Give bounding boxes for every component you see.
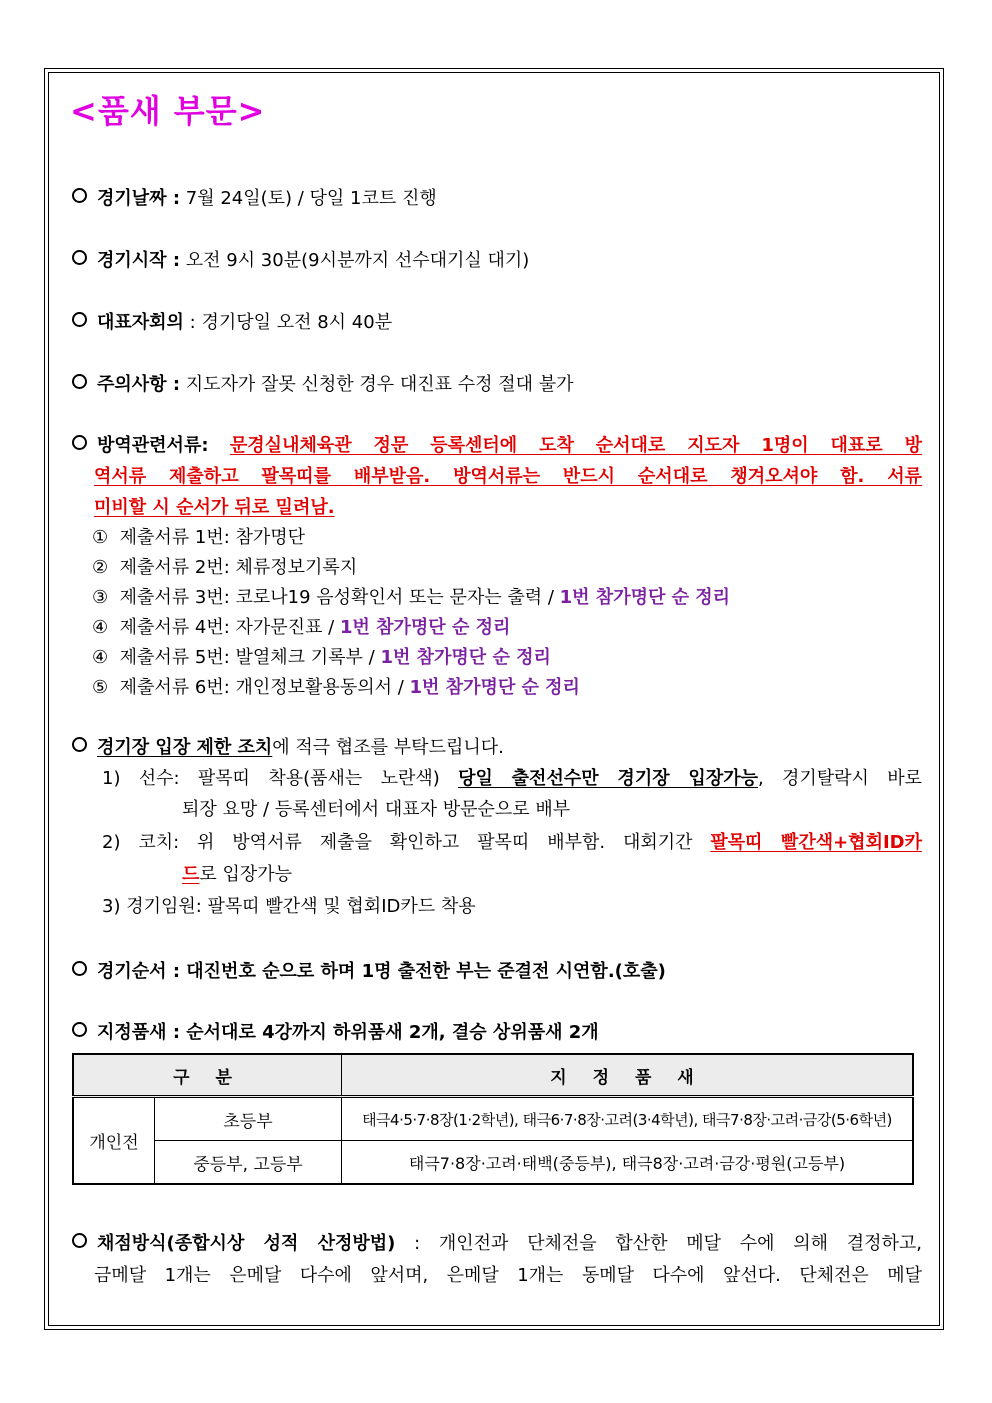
table-row [73, 1141, 913, 1185]
doc-text: 제출서류 4번: 자가문진표 / [119, 617, 340, 638]
item-date-label: 경기날짜 : [97, 188, 181, 209]
division-cell: 중등부, 고등부 [155, 1141, 342, 1185]
entry-coach-text: 2) 코치: 위 방역서류 제출을 확인하고 팔목띠 배부함. 대회기간 [102, 832, 711, 853]
poomsae-cell: 태극4·5·7·8장(1·2학년), 태극6·7·8장·고려(3·4학년), 태극7·8장·고려·금강(5·6학년) [342, 1097, 914, 1141]
item-notice-value: 지도자가 잘못 신청한 경우 대진표 수정 절대 불가 [180, 374, 574, 395]
item-order [72, 957, 922, 983]
entry-player-row-2 [182, 795, 570, 821]
group-cell: 개인전 [73, 1097, 155, 1185]
doc-number: ④ [92, 617, 109, 638]
section-title: <품새 부문> [70, 92, 266, 130]
poomsae-cell: 태극7·8장·고려·태백(중등부), 태극8장·고려·금강·평원(고등부) [342, 1141, 914, 1185]
bullet-circle-icon [72, 312, 87, 327]
bullet-circle-icon [72, 188, 87, 203]
doc-text: 제출서류 1번: 참가명단 [119, 527, 306, 548]
doc-item [92, 643, 551, 669]
bullet-circle-icon [72, 737, 87, 752]
poomsae-table [72, 1053, 914, 1185]
doc-item [92, 673, 580, 699]
quarantine-line-2-row [94, 462, 922, 488]
item-notice-label: 주의사항 : [97, 374, 181, 395]
doc-number: ④ [92, 647, 109, 668]
item-scoring [72, 1229, 922, 1255]
doc-item [92, 583, 730, 609]
doc-note: 1번 참가명단 순 정리 [559, 587, 731, 608]
doc-note: 1번 참가명단 순 정리 [409, 677, 580, 698]
entry-coach-highlight: 팔목띠 빨간색+협회ID카 [710, 832, 922, 853]
entry-player-text: 1) 선수: 팔목띠 착용(품새는 노란색) [102, 768, 459, 789]
entry-player-row [102, 764, 922, 790]
doc-text: 제출서류 5번: 발열체크 기록부 / [119, 647, 381, 668]
entry-coach-text-end: 로 입장가능 [199, 864, 293, 885]
doc-text: 제출서류 3번: 코로나19 음성확인서 또는 문자는 출력 / [119, 587, 560, 608]
item-date-value: 7월 24일(토) / 당일 1코트 진행 [180, 188, 437, 209]
entry-player-highlight: 당일 출전선수만 경기장 입장가능 [458, 768, 758, 789]
item-poomsae-label: 지정품새 : 순서대로 4강까지 하위품새 2개, 결승 상위품새 2개 [97, 1022, 599, 1043]
entry-coach-highlight-end: 드 [182, 864, 200, 885]
item-scoring-label: 채점방식(종합시상 성적 산정방법) [97, 1233, 396, 1254]
item-quarantine [72, 431, 922, 457]
doc-item [92, 613, 510, 639]
bullet-circle-icon [72, 250, 87, 265]
doc-item [92, 553, 357, 579]
item-entry-label: 경기장 입장 제한 조치 [97, 737, 273, 758]
item-start-label: 경기시작 : [97, 250, 181, 271]
entry-official-text: 3) 경기임원: 팔목띠 빨간색 및 협회ID카드 착용 [102, 896, 476, 917]
item-start [72, 246, 922, 272]
item-order-label: 경기순서 : 대진번호 순으로 하며 1명 출전한 부는 준결전 시연함.(호출) [97, 961, 666, 982]
doc-item [92, 523, 305, 549]
item-notice [72, 370, 922, 396]
item-meeting-value: : 경기당일 오전 8시 40분 [183, 312, 393, 333]
header-poomsae: 지 정 품 새 [342, 1054, 914, 1097]
quarantine-line-3: 미비할 시 순서가 뒤로 밀려남. [94, 497, 335, 518]
doc-note: 1번 참가명단 순 정리 [339, 617, 511, 638]
quarantine-line-1: 문경실내체육관 정문 등록센터에 도착 순서대로 지도자 1명이 대표로 방 [229, 435, 922, 456]
entry-official-row [102, 892, 476, 918]
quarantine-line-2: 역서류 제출하고 팔목띠를 배부받음. 방역서류는 반드시 순서대로 챙겨오셔야 함. 서류 [94, 466, 922, 487]
doc-text: 제출서류 2번: 체류정보기록지 [119, 557, 358, 578]
item-meeting [72, 308, 922, 334]
header-division: 구 분 [73, 1054, 342, 1097]
item-poomsae [72, 1018, 922, 1044]
entry-player-text-line2: 퇴장 요망 / 등록센터에서 대표자 방문순으로 배부 [182, 799, 571, 820]
doc-text: 제출서류 6번: 개인정보활용동의서 / [119, 677, 410, 698]
bullet-circle-icon [72, 1022, 87, 1037]
quarantine-line-3-row [94, 493, 335, 519]
doc-number: ① [92, 527, 109, 548]
doc-note: 1번 참가명단 순 정리 [380, 647, 551, 668]
entry-coach-row-2 [182, 860, 292, 886]
scoring-line-2-row [94, 1261, 922, 1287]
bullet-circle-icon [72, 1233, 87, 1248]
bullet-circle-icon [72, 374, 87, 389]
bullet-circle-icon [72, 961, 87, 976]
division-cell: 초등부 [155, 1097, 342, 1141]
entry-coach-row [102, 828, 922, 854]
item-meeting-label: 대표자회의 [97, 312, 184, 333]
table-row [73, 1097, 913, 1141]
scoring-line-2: 금메달 1개는 은메달 다수에 앞서며, 은메달 1개는 동메달 다수에 앞선다. 단체전은 메달 [94, 1265, 922, 1286]
item-date [72, 184, 922, 210]
item-entry [72, 733, 922, 759]
doc-number: ② [92, 557, 109, 578]
table-header-row [73, 1054, 913, 1097]
doc-number: ③ [92, 587, 109, 608]
item-start-value: 오전 9시 30분(9시분까지 선수대기실 대기) [180, 250, 530, 271]
item-entry-suffix: 에 적극 협조를 부탁드립니다. [272, 737, 504, 758]
doc-number: ⑤ [92, 677, 109, 698]
scoring-line-1: : 개인전과 단체전을 합산한 메달 수에 의해 결정하고, [395, 1233, 922, 1254]
item-quarantine-label: 방역관련서류: [97, 435, 209, 456]
entry-player-text-end: , 경기탈락시 바로 [757, 768, 922, 789]
bullet-circle-icon [72, 435, 87, 450]
